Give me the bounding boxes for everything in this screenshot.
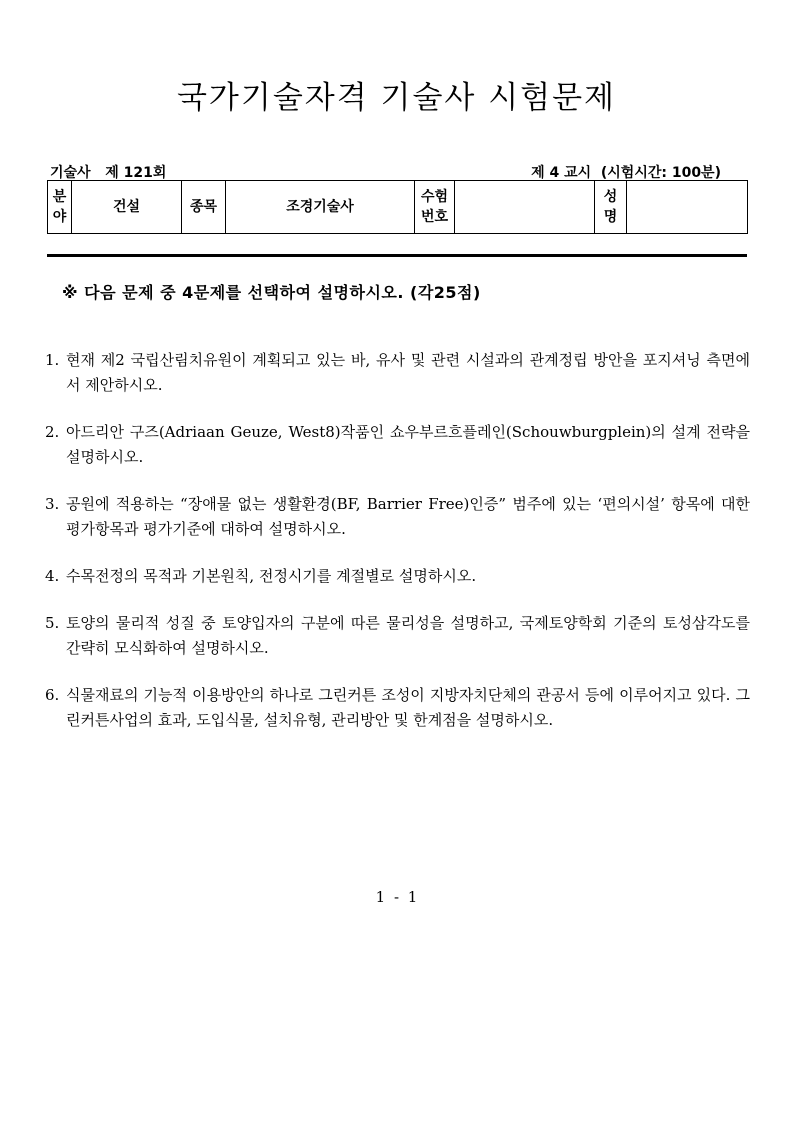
question-list <box>45 348 750 755</box>
exam-number-field[interactable] <box>455 181 595 234</box>
question-text: 현재 제2 국립산림치유원이 계획되고 있는 바, 유사 및 관련 시설과의 관계정립 방안을 포지셔닝 측면에서 제안하시오. <box>66 351 750 394</box>
exam-round: 기술사 제 121회 <box>50 165 167 181</box>
question-item <box>45 348 750 398</box>
instruction: ※ 다음 문제 중 4문제를 선택하여 설명하시오. (각25점) <box>62 283 481 302</box>
question-text: 수목전정의 목적과 기본원칙, 전정시기를 계절별로 설명하시오. <box>66 567 477 585</box>
divider <box>47 254 747 257</box>
type-label: 종목 <box>182 181 226 234</box>
question-text: 아드리안 구즈(Adriaan Geuze, West8)작품인 쇼우부르흐플레인(Schouwburgplein)의 설계 전략을 설명하시오. <box>66 423 750 466</box>
field-label-line-1: 분 <box>52 189 67 205</box>
question-text: 토양의 물리적 성질 중 토양입자의 구분에 따른 물리성을 설명하고, 국제토양학회 기준의 토성삼각도를 간략히 모식화하여 설명하시오. <box>66 614 750 657</box>
question-item <box>45 564 750 589</box>
question-number: 1. <box>45 351 60 369</box>
page-number: 1 - 1 <box>375 888 418 906</box>
name-label <box>595 181 627 234</box>
question-text: 공원에 적용하는 “장애물 없는 생활환경(BF, Barrier Free)인증” 범주에 있는 ‘편의시설’ 항목에 대한 평가항목과 평가기준에 대하여 설명하시오. <box>66 495 750 538</box>
session-info: 제 4 교시 (시험시간: 100분) <box>531 165 721 181</box>
question-item <box>45 611 750 661</box>
exam-number-label-line-1: 수험 <box>420 189 449 205</box>
name-label-line-1: 성 <box>603 189 618 205</box>
question-number: 3. <box>45 495 60 513</box>
question-text: 식물재료의 기능적 이용방안의 하나로 그린커튼 조성이 지방자치단체의 관공서 등에 이루어지고 있다. 그린커튼사업의 효과, 도입식물, 설치유형, 관리방안 및 한계점을 설명하시오. <box>66 686 750 729</box>
type-value: 조경기술사 <box>226 181 415 234</box>
question-item <box>45 492 750 542</box>
name-label-line-2: 명 <box>603 209 618 225</box>
exam-number-label-line-2: 번호 <box>420 209 449 225</box>
page-title: 국가기술자격 기술사 시험문제 <box>176 80 616 116</box>
field-value: 건설 <box>72 181 182 234</box>
info-table <box>47 180 748 234</box>
question-number: 4. <box>45 567 60 585</box>
question-number: 2. <box>45 423 60 441</box>
exam-number-label <box>415 181 455 234</box>
question-number: 5. <box>45 614 60 632</box>
field-label <box>48 181 72 234</box>
field-label-line-2: 야 <box>52 209 67 225</box>
question-item <box>45 420 750 470</box>
question-item <box>45 683 750 733</box>
question-number: 6. <box>45 686 60 704</box>
name-field[interactable] <box>627 181 748 234</box>
